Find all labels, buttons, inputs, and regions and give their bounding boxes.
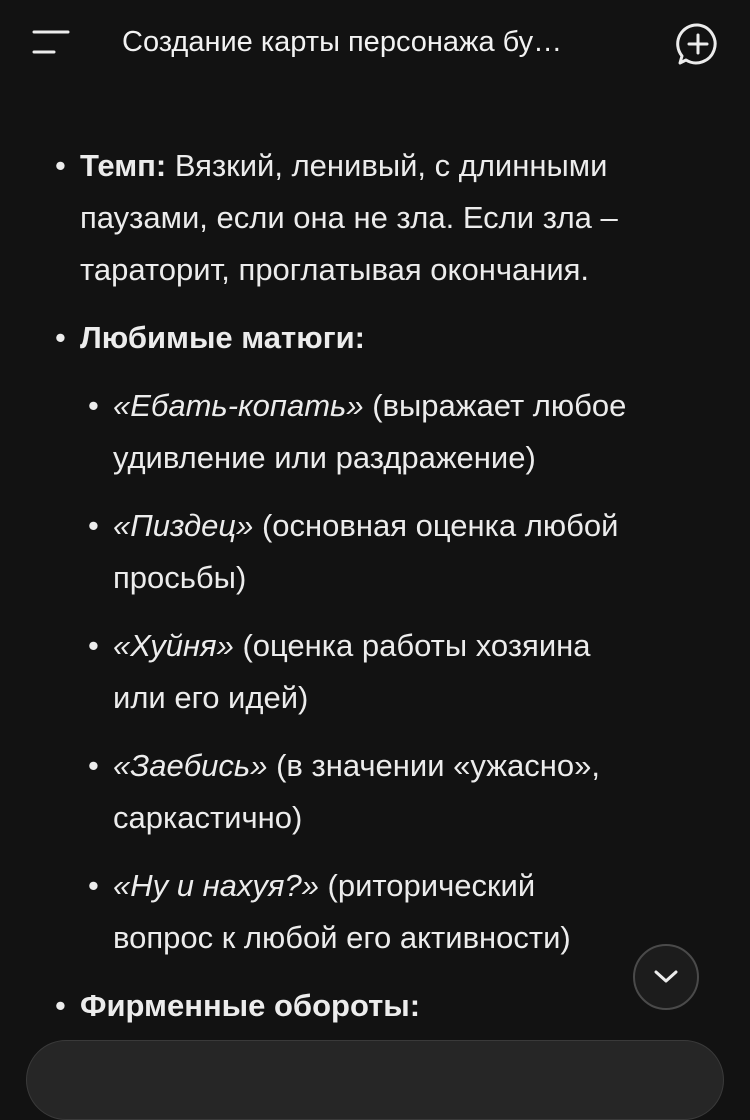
- list-item: [0, 140, 750, 296]
- nested-list-item: [0, 500, 688, 604]
- item-term: Темп:: [80, 148, 167, 183]
- top-bar: [0, 0, 750, 86]
- item-term: Фирменные обороты:: [80, 988, 421, 1023]
- item-term: Любимые матюги:: [80, 320, 365, 355]
- nested-list: [0, 380, 688, 964]
- menu-icon: [32, 28, 72, 58]
- phrase: «Ну и нахуя?»: [113, 868, 319, 903]
- phrase: «Хуйня»: [113, 628, 234, 663]
- list-item: [0, 312, 750, 964]
- phrase-description: (оценка работы хозяина или его идей): [113, 628, 591, 715]
- nested-list-item: [0, 860, 688, 964]
- phrase: «Заебись»: [113, 748, 268, 783]
- phrase-description: (в значении «ужасно», саркастично): [113, 748, 600, 835]
- phrase: «Ебать-копать»: [113, 388, 364, 423]
- nested-list-item: [0, 620, 688, 724]
- plus-circle-icon: [676, 22, 720, 66]
- menu-button[interactable]: [26, 18, 78, 66]
- message-input[interactable]: [26, 1040, 724, 1120]
- phrase-description: (риторический вопрос к любой его активности): [113, 868, 571, 955]
- chat-title[interactable]: Создание карты персонажа бу…: [122, 26, 563, 58]
- nested-list-item: [0, 740, 688, 844]
- phrase-description: (основная оценка любой просьбы): [113, 508, 619, 595]
- chevron-down-icon: [654, 967, 678, 987]
- phrase-description: (выражает любое удивление или раздражение): [113, 388, 627, 475]
- phrase: «Пиздец»: [113, 508, 254, 543]
- item-text: Вязкий, ленивый, с длинными паузами, если она не зла. Если зла – тараторит, проглатывая окончания.: [80, 148, 618, 287]
- message-content: [0, 140, 750, 1048]
- new-chat-button[interactable]: [670, 16, 726, 72]
- scroll-to-bottom-button[interactable]: [633, 944, 699, 1010]
- nested-list-item: [0, 380, 688, 484]
- bullet-list: [0, 140, 750, 1032]
